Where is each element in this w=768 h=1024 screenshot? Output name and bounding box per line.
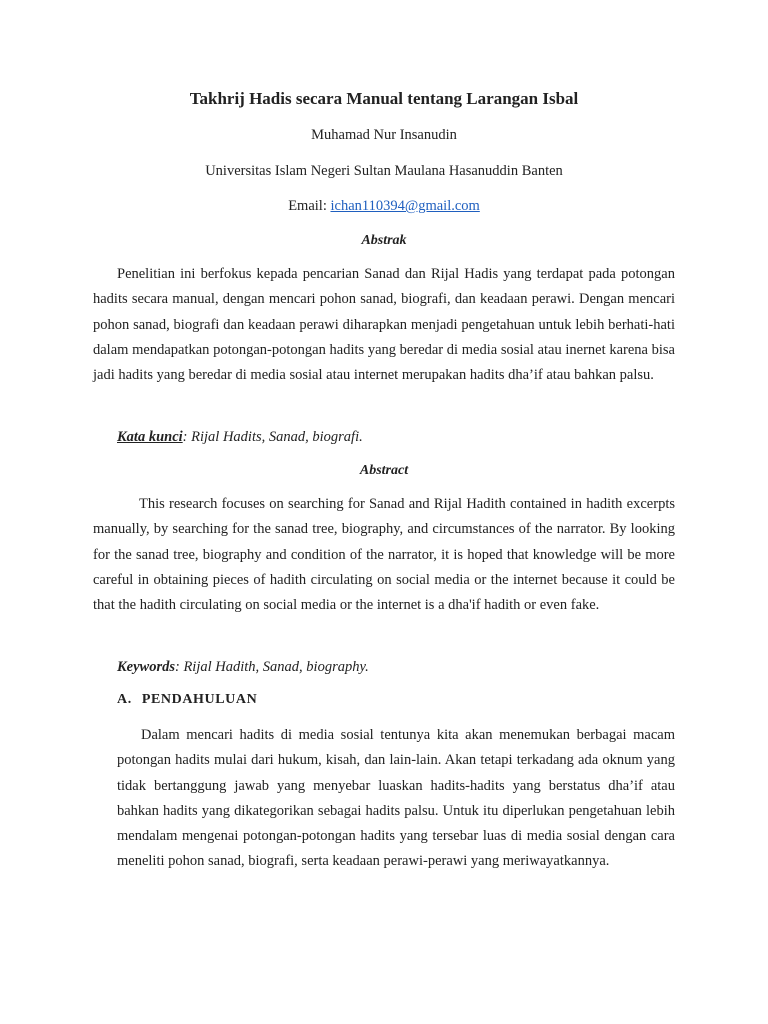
section-heading-pendahuluan	[117, 690, 267, 710]
paper-title: Takhrij Hadis secara Manual tentang Larangan Isbal	[189, 89, 579, 108]
abstrak-paragraph: Penelitian ini berfokus kepada pencarian Sanad dan Rijal Hadis yang terdapat pada potongan hadits secara manual, dengan mencari pohon sanad, biografi, dan keadaan perawi. Dengan mencari pohon sanad, biografi dan keadaan perawi diharapkan menjadi pengetahuan untuk lebih berhati-hati dalam mendapatkan potongan-potongan hadits yang beredar di media sosial atau inernet karena bisa jadi hadits yang beredar di media sosial atau internet merupakan hadits dha’if atau bahkan palsu.	[93, 266, 675, 384]
section-number: A.	[117, 692, 132, 707]
author-affiliation: Universitas Islam Negeri Sultan Maulana Hasanuddin Banten	[205, 163, 563, 179]
kata-kunci-label: Kata kunci	[117, 429, 183, 445]
author-email-line	[0, 196, 768, 216]
keywords-line	[117, 657, 369, 677]
kata-kunci-line	[117, 427, 363, 447]
email-label: Email:	[288, 198, 331, 214]
section-title: PENDAHULUAN	[141, 692, 258, 707]
author-name: Muhamad Nur Insanudin	[311, 127, 457, 143]
abstrak-heading: Abstrak	[361, 233, 407, 248]
abstract-paragraph: This research focuses on searching for Sanad and Rijal Hadith contained in hadith excerpts manually, by searching for the sanad tree, biography, and circumstances of the narrator. By looking for the sanad tree, biography and condition of the narrator, it is hoped that knowledge will be more careful in obtaining pieces of hadith circulating on social media or the internet because it could be that the hadith circulating on social media or the internet is a dha'if hadith or even fake.	[93, 496, 675, 614]
keywords-values: : Rijal Hadith, Sanad, biography.	[175, 659, 369, 675]
keywords-label: Keywords	[117, 659, 175, 675]
email-link[interactable]: ichan110394@gmail.com	[330, 198, 480, 214]
kata-kunci-values: : Rijal Hadits, Sanad, biografi.	[182, 429, 363, 445]
pendahuluan-paragraph: Dalam mencari hadits di media sosial tentunya kita akan menemukan berbagai macam potongan hadits mulai dari hukum, kisah, dan lain-lain. Akan tetapi terkadang ada oknum yang tidak bertanggung jawab yang menyebar luaskan hadits-hadits yang berstatus dha’if atau bahkan hadits yang dikategorikan sebagai hadits palsu. Untuk itu diperlukan pengetahuan lebih mendalam mengenai potongan-potongan hadits yang tersebar luas di media sosial dengan cara meneliti pohon sanad, biografi, serta keadaan perawi-perawi yang meriwayatkannya.	[117, 727, 675, 870]
abstract-heading: Abstract	[359, 463, 409, 478]
